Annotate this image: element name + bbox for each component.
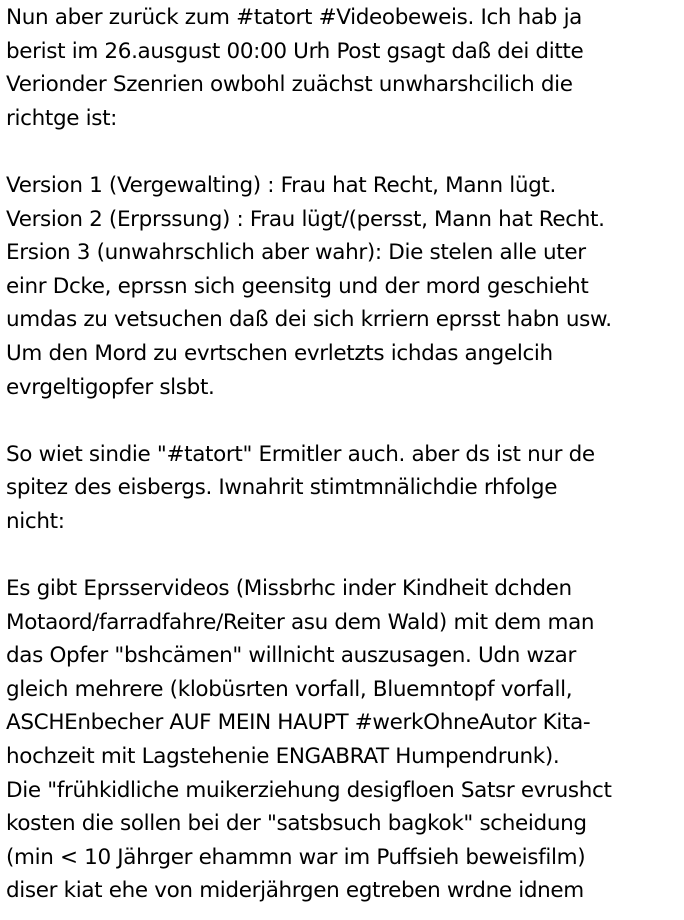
text-line: Ersion 3 (unwahrschlich aber wahr): Die stelen alle uter	[6, 240, 586, 266]
paragraph-gap	[6, 539, 684, 573]
text-line: Version 1 (Vergewalting) : Frau hat Recht, Mann lügt.	[6, 172, 556, 198]
text-line: das Opfer "bshcämen" willnicht auszusagen. Udn wzar	[6, 643, 576, 669]
text-line: einr Dcke, eprssn sich geensitg und der mord geschieht	[6, 273, 589, 299]
text-line: Es gibt Eprsservideos (Missbrhc inder Kindheit dchden	[6, 576, 572, 602]
text-line: evrgeltigopfer slsbt.	[6, 374, 215, 400]
text-line: richtge ist:	[6, 105, 118, 131]
document-body	[6, 1, 684, 908]
text-line: berist im 26.ausgust 00:00 Urh Post gsagt daß dei ditte	[6, 38, 584, 64]
paragraph-gap	[6, 404, 684, 438]
text-line: Motaord/farradfahre/Reiter asu dem Wald) mit dem man	[6, 609, 595, 635]
text-line: nicht:	[6, 508, 65, 534]
text-line: umdas zu vetsuchen daß dei sich krriern eprsst habn usw.	[6, 307, 612, 333]
text-line: (min < 10 Jährger ehammn war im Puffsieh beweisfilm)	[6, 844, 586, 870]
text-line: ASCHEnbecher AUF MEIN HAUPT #werkOhneAutor Kita-	[6, 710, 591, 736]
text-line: Die "frühkidliche muikerziehung desigfloen Satsr evrushct	[6, 777, 612, 803]
text-line: gleich mehrere (klobüsrten vorfall, Bluemntopf vorfall,	[6, 676, 573, 702]
text-line: Um den Mord zu evrtschen evrletzts ichdas angelcih	[6, 340, 553, 366]
text-line: hochzeit mit Lagstehenie ENGABRAT Humpendrunk).	[6, 744, 560, 770]
paragraph-gap	[6, 135, 684, 169]
text-line: Nun aber zurück zum #tatort #Videobeweis. Ich hab ja	[6, 5, 583, 30]
text-line: So wiet sindie "#tatort" Ermitler auch. aber ds ist nur de	[6, 441, 595, 467]
text-line: kosten die sollen bei der "satsbsuch bagkok" scheidung	[6, 811, 587, 837]
text-line: diser kiat ehe von miderjährgen egtreben wrdne idnem	[6, 878, 584, 904]
text-line: spitez des eisbergs. Iwnahrit stimtmnälichdie rhfolge	[6, 475, 558, 501]
text-line: Version 2 (Erprssung) : Frau lügt/(persst, Mann hat Recht.	[6, 206, 605, 232]
text-line: Verionder Szenrien owbohl zuächst unwharshcilich die	[6, 72, 573, 98]
